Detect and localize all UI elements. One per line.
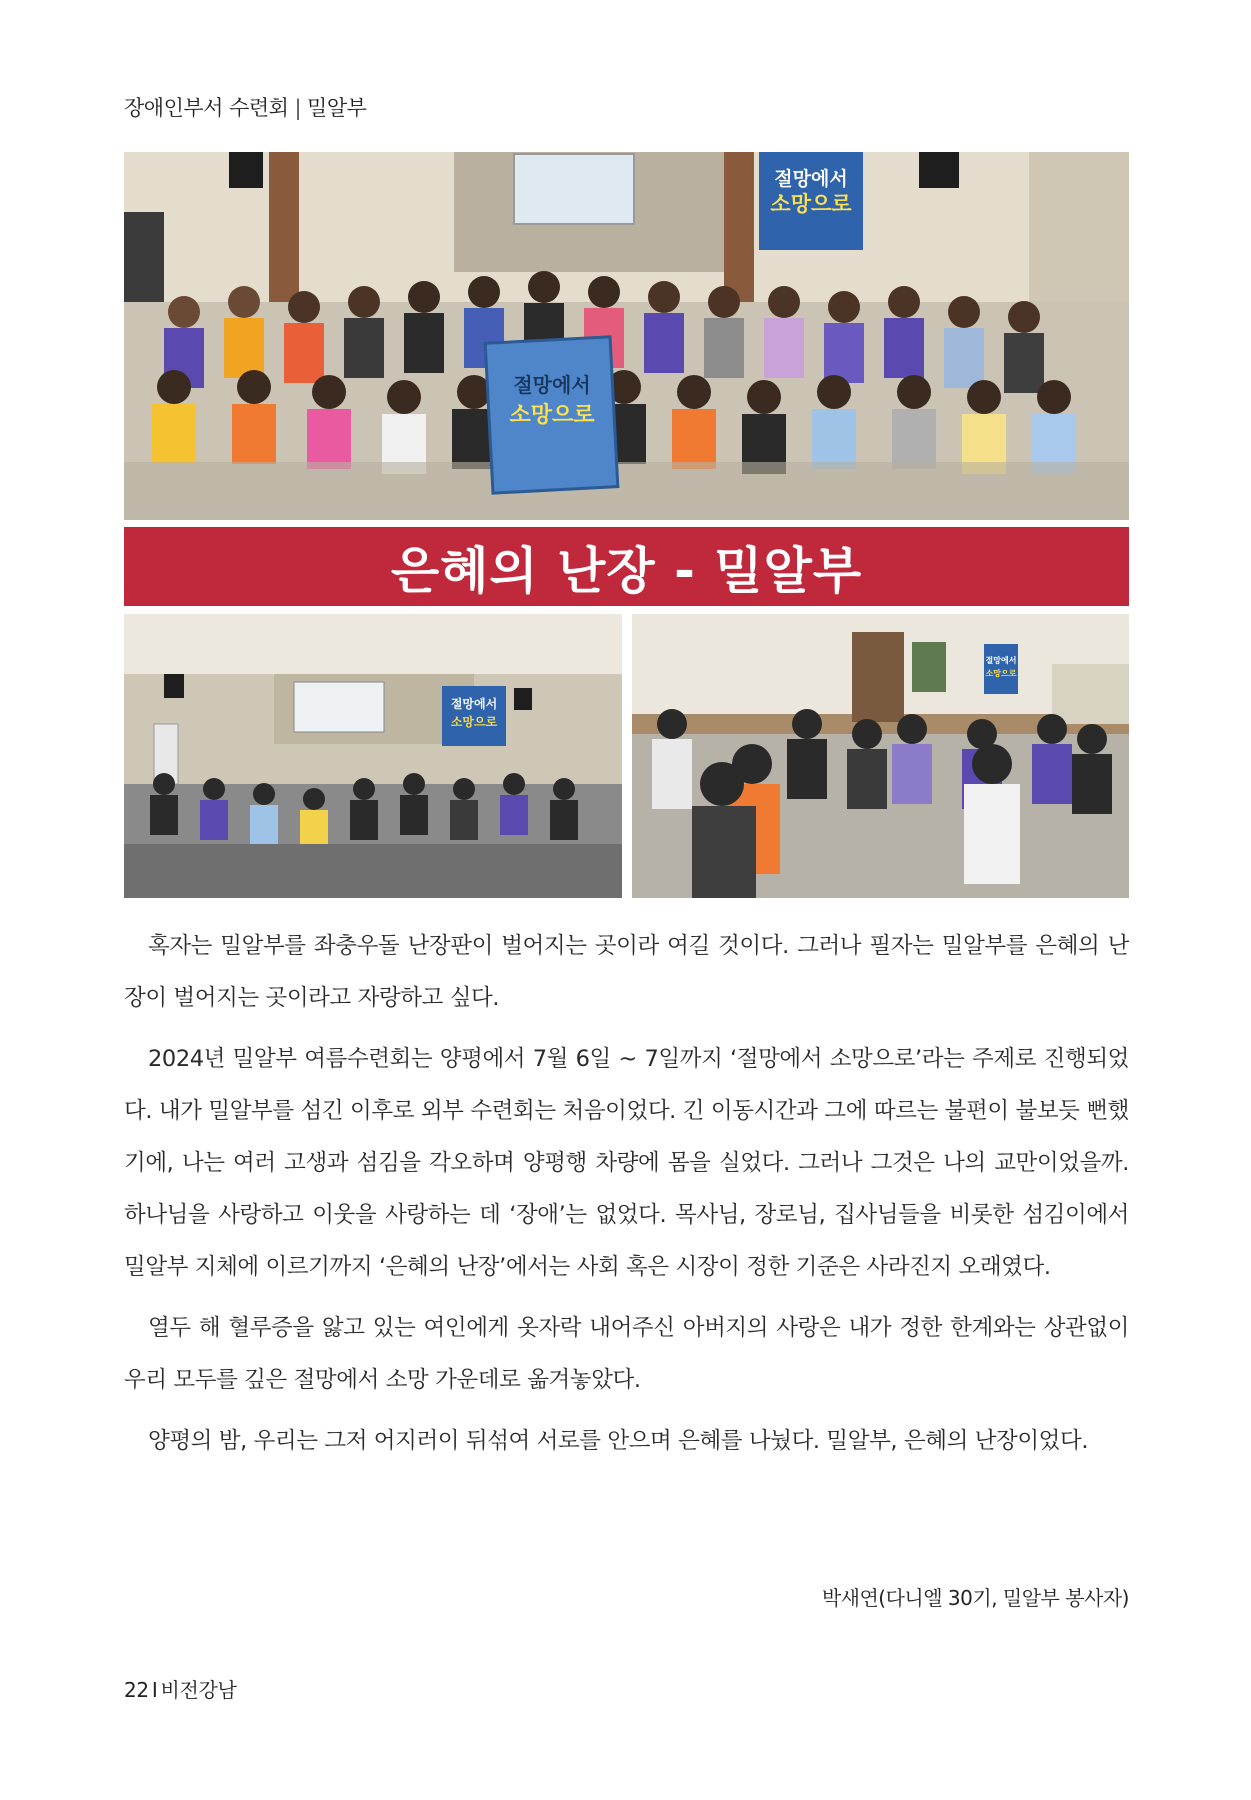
group-photo-illustration — [124, 152, 1129, 520]
page-number: 22 — [124, 1678, 149, 1702]
hall-poster-line1: 절망에서 — [450, 697, 498, 711]
page-header — [124, 92, 366, 122]
header-divider: | — [294, 96, 302, 120]
article-paragraph: 양평의 밤, 우리는 그저 어지러이 뒤섞여 서로를 안으며 은혜를 나눴다. 밀알부, 은혜의 난장이었다. — [148, 1428, 1089, 1454]
activity-photo-illustration — [632, 614, 1129, 898]
magazine-name: 비전강남 — [160, 1678, 237, 1702]
worship-photo — [124, 614, 622, 898]
worship-photo-illustration — [124, 614, 622, 898]
hall-poster-line2: 소망으로 — [450, 715, 498, 729]
room-poster-line1: 절망에서 — [985, 656, 1017, 665]
department-name: 밀알부 — [307, 96, 367, 120]
room-poster-line2: 소망으로 — [985, 669, 1017, 678]
section-title: 장애인부서 수련회 — [124, 96, 289, 120]
page-footer — [124, 1674, 237, 1703]
wall-poster-line2: 소망으로 — [770, 192, 852, 216]
author-credit: 박새연(다니엘 30기, 밀알부 봉사자) — [821, 1586, 1129, 1610]
wall-poster-line1: 절망에서 — [774, 168, 848, 190]
article-body — [124, 920, 1129, 1476]
activity-photo — [632, 614, 1129, 898]
sign-line2: 소망으로 — [509, 403, 595, 428]
footer-separator: I — [151, 1678, 158, 1702]
article-paragraph: 열두 해 혈루증을 앓고 있는 여인에게 옷자락 내어주신 아버지의 사랑은 내가 정한 한계와는 상관없이 우리 모두를 깊은 절망에서 소망 가운데로 옮겨놓았다. — [124, 1315, 1129, 1393]
article-paragraph: 혹자는 밀알부를 좌충우돌 난장판이 벌어지는 곳이라 여길 것이다. 그러나 필자는 밀알부를 은혜의 난장이 벌어지는 곳이라고 자랑하고 싶다. — [124, 933, 1129, 1011]
banner-title: 은혜의 난장 - 밀알부 — [390, 541, 863, 600]
sign-line1: 절망에서 — [513, 373, 591, 397]
title-banner — [124, 527, 1129, 606]
article-paragraph: 2024년 밀알부 여름수련회는 양평에서 7월 6일 ~ 7일까지 ‘절망에서 소망으로’라는 주제로 진행되었다. 내가 밀알부를 섬긴 이후로 외부 수련회는 처음이었다. 긴 이동시간과 그에 따르는 불편이 불보듯 뻔했기에, 나는 여러 고생과 섬김을 각오하며 양평행 차량에 몸을 실었다. 그러나 그것은 나의 교만이었을까. 하나님을 사랑하고 이웃을 사랑하는 데 ‘장애’는 없었다. 목사님, 장로님, 집사님들을 비롯한 섬김이에서 밀알부 지체에 이르기까지 ‘은혜의 난장’에서는 사회 혹은 시장이 정한 기준은 사라진지 오래였다. — [124, 1046, 1129, 1280]
group-photo — [124, 152, 1129, 520]
